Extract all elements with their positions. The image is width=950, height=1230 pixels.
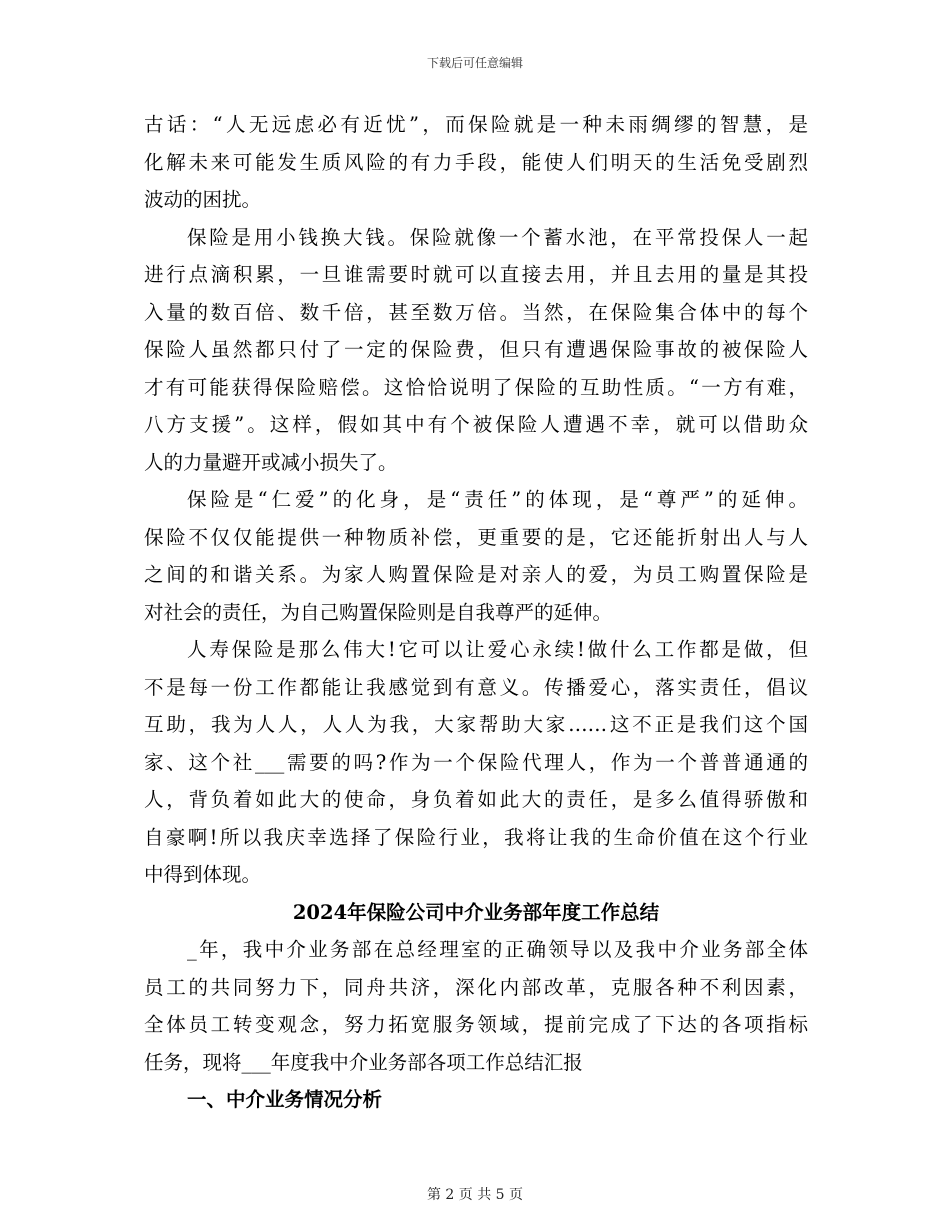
paragraph-line: 进行点滴积累，一旦谁需要时就可以直接去用，并且去用的量是其投 <box>144 263 808 286</box>
paragraph-line: 自豪啊!所以我庆幸选择了保险行业，我将让我的生命价值在这个行业 <box>144 825 808 849</box>
paragraph-line: 对社会的责任，为自己购置保险则是自我尊严的延伸。 <box>144 600 613 624</box>
page-footer: 第 2 页 共 5 页 <box>426 1187 524 1203</box>
paragraph-line: 古话：“人无远虑必有近忧”，而保险就是一种未雨绸缪的智慧，是 <box>144 113 808 136</box>
paragraph-line: _年，我中介业务部在总经理室的正确领导以及我中介业务部全体 <box>187 938 808 961</box>
paragraph-line: 中得到体现。 <box>144 863 262 886</box>
paragraph-line: 互助，我为人人，人人为我，大家帮助大家……这不正是我们这个国 <box>144 713 808 736</box>
paragraph-line: 才有可能获得保险赔偿。这恰恰说明了保险的互助性质。“一方有难， <box>144 375 808 399</box>
paragraph-line: 入量的数百倍、数千倍，甚至数万倍。当然，在保险集合体中的每个 <box>144 300 808 324</box>
document-body <box>144 106 808 1119</box>
paragraph-line: 全体员工转变观念，努力拓宽服务领域，提前完成了下达的各项指标 <box>144 1013 808 1036</box>
paragraph-line: 保险不仅仅能提供一种物质补偿，更重要的是，它还能折射出人与人 <box>144 525 808 549</box>
paragraph-line: 家、这个社___需要的吗?作为一个保险代理人，作为一个普普通通的 <box>144 750 808 774</box>
paragraph-line: 任务，现将___年度我中介业务部各项工作总结汇报 <box>144 1050 583 1074</box>
paragraph-line: 人寿保险是那么伟大!它可以让爱心永续!做什么工作都是做，但 <box>187 638 808 661</box>
section-title: 2024年保险公司中介业务部年度工作总结 <box>292 900 660 924</box>
paragraph-line: 波动的困扰。 <box>144 188 262 211</box>
paragraph-line: 之间的和谐关系。为家人购置保险是对亲人的爱，为员工购置保险是 <box>144 563 808 586</box>
paragraph-line: 保险是用小钱换大钱。保险就像一个蓄水池，在平常投保人一起 <box>187 225 808 249</box>
paragraph-line: 员工的共同努力下，同舟共济，深化内部改革，克服各种不利因素， <box>144 975 808 999</box>
paragraph-line: 人的力量避开或减小损失了。 <box>144 450 398 474</box>
subheading: 一、中介业务情况分析 <box>187 1088 383 1111</box>
paragraph-line: 化解未来可能发生质风险的有力手段，能使人们明天的生活免受剧烈 <box>144 150 808 174</box>
paragraph-line: 人，背负着如此大的使命，身负着如此大的责任，是多么值得骄傲和 <box>144 788 808 811</box>
paragraph-line: 保险是“仁爱”的化身，是“责任”的体现，是“尊严”的延伸。 <box>187 488 808 511</box>
paragraph-line: 八方支援”。这样，假如其中有个被保险人遭遇不幸，就可以借助众 <box>144 413 808 436</box>
page-header: 下载后可任意编辑 <box>426 56 523 70</box>
paragraph-line: 保险人虽然都只付了一定的保险费，但只有遭遇保险事故的被保险人 <box>144 338 808 361</box>
paragraph-line: 不是每一份工作都能让我感觉到有意义。传播爱心，落实责任，倡议 <box>144 675 808 699</box>
